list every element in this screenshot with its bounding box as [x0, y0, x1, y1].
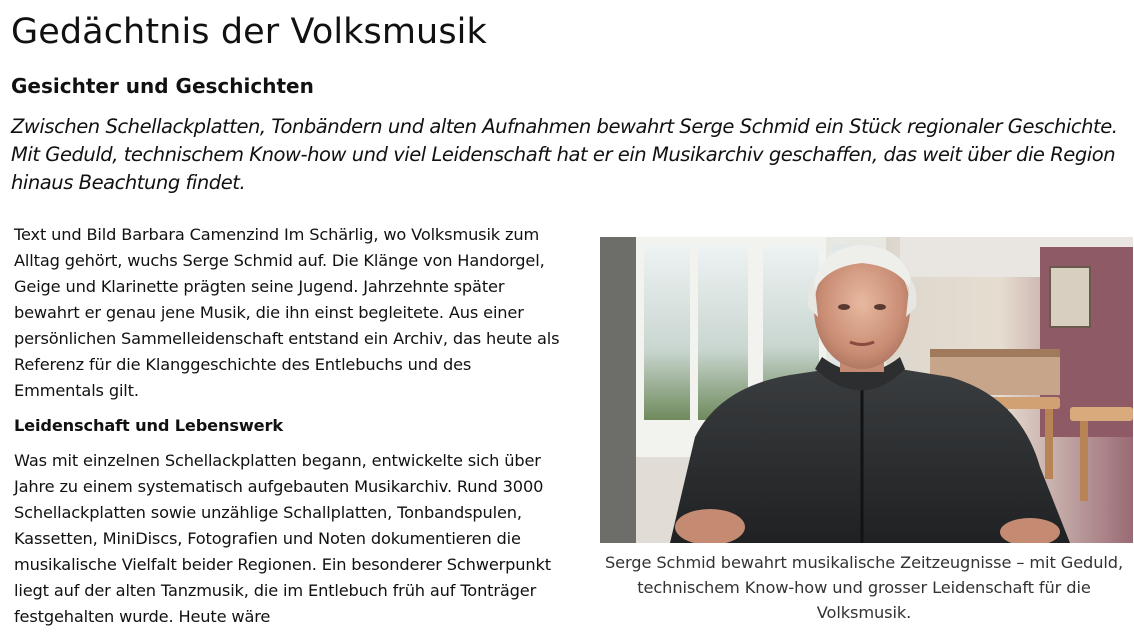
- article-paragraph-2: Was mit einzelnen Schellackplatten begann, entwickelte sich über Jahre zu einem systematisch aufgebauten Musikarchiv. Rund 3000 Schellackplatten sowie unzählige Schallplatten, Tonbandspulen, Kassetten, MiniDiscs, Fotografien und Noten dokumentieren die musikalische Vielfalt beider Regionen. Ein besonderer Schwerpunkt liegt auf der alten Tanzmusik, die im Entlebuch früh auf Tonträger festgehalten wurde. Heute wäre: [14, 451, 551, 626]
- article-subtitle: Gesichter und Geschichten: [11, 74, 314, 98]
- page-title: Gedächtnis der Volksmusik: [11, 12, 487, 52]
- article-paragraph-1: Text und Bild Barbara Camenzind Im Schärlig, wo Volksmusik zum Alltag gehört, wuchs Serge Schmid auf. Die Klänge von Handorgel, Geige und Klarinette prägten seine Jugend. Jahrzehnte später bewahrt er genau jene Musik, die ihn einst begleitete. Aus einer persönlichen Sammelleidenschaft entstand ein Archiv, das heute als Referenz für die Klanggeschichte des Entlebuchs und des Emmentals gilt.: [14, 225, 560, 400]
- article-figure: [600, 237, 1134, 625]
- article-photo: [600, 237, 1133, 543]
- article-body: [14, 222, 564, 640]
- photo-illustration: [600, 237, 1133, 543]
- section-heading: Leidenschaft und Lebenswerk: [14, 416, 283, 435]
- photo-caption: Serge Schmid bewahrt musikalische Zeitzeugnisse – mit Geduld, technischem Know-how und grosser Leidenschaft für die Volksmusik.: [604, 553, 1124, 622]
- article-lead: Zwischen Schellackplatten, Tonbändern und alten Aufnahmen bewahrt Serge Schmid ein Stück regionaler Geschichte. Mit Geduld, technischem Know-how und viel Leidenschaft hat er ein Musikarchiv geschaffen, das weit über die Region hinaus Beachtung findet.: [11, 115, 1118, 194]
